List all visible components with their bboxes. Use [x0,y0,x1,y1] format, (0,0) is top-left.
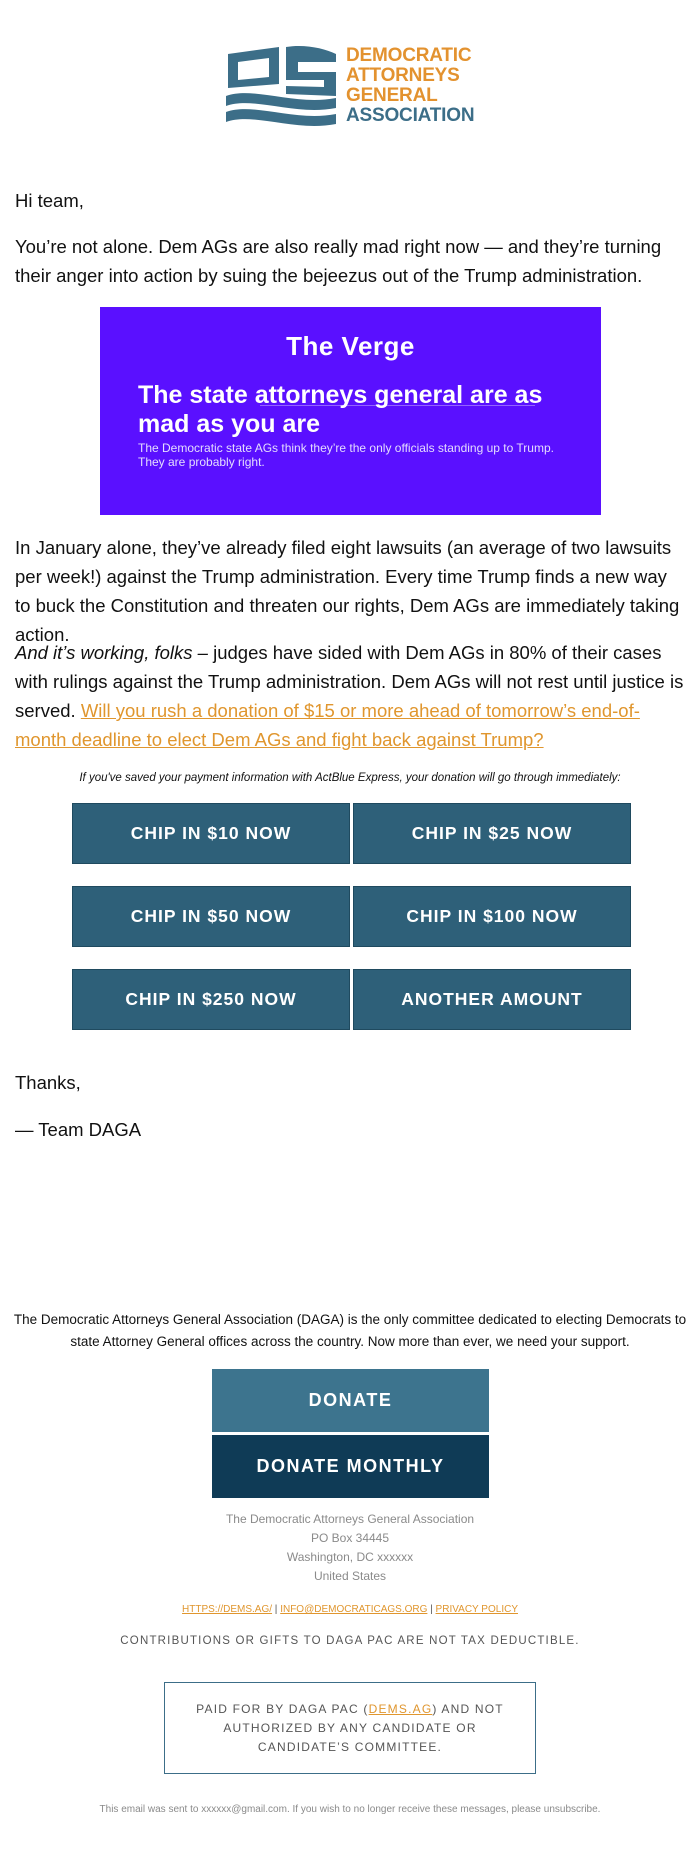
paid-for-disclaimer [164,1682,536,1774]
tax-disclaimer: CONTRIBUTIONS OR GIFTS TO DAGA PAC ARE NOT TAX DEDUCTIBLE. [120,1635,580,1647]
dems-ag-link[interactable]: DEMS.AG [368,1701,433,1716]
paragraph-3 [15,638,687,754]
chip-in-50-button[interactable]: CHIP IN $50 NOW [72,886,350,947]
privacy-policy-link[interactable]: PRIVACY POLICY [435,1604,518,1615]
address-line: PO Box 34445 [310,1531,390,1545]
daga-logo-icon [224,44,339,130]
thanks-text: Thanks, [15,1072,81,1093]
donation-ask-link[interactable]: Will you rush a donation of $15 or more ahead of tomorrow’s end-of-month deadline to elect Dem AGs and fight back against Trump? [15,700,640,750]
daga-logo[interactable] [224,44,484,134]
chip-in-250-button[interactable]: CHIP IN $250 NOW [72,969,350,1030]
unsubscribe-note: This email was sent to xxxxxx@gmail.com. If you wish to no longer receive these messages, please unsubscribe. [99,1804,601,1815]
verge-subhead: The Democratic state AGs think they’re the only officials standing up to Trump. They are probably right. [138,441,554,469]
logo-line-3: GENERAL [346,85,438,106]
address-line: The Democratic Attorneys General Association [225,1512,475,1526]
logo-line-2: ATTORNEYS [346,65,460,86]
logo-wordmark [346,46,474,126]
link-separator: | [427,1604,436,1615]
verge-article-image[interactable] [100,307,601,515]
address-line: United States [313,1569,387,1583]
footer-links [0,1604,700,1615]
paid-for-text-end: ) AND NOT AUTHORIZED BY ANY CANDIDATE OR CANDIDATE’S COMMITTEE. [223,1701,504,1754]
paid-for-text: PAID FOR BY DAGA PAC ( [196,1701,369,1716]
verge-headline: The state attorneys general are as mad as you are [138,381,543,438]
paragraph-3-emphasis: And it’s working, folks – [15,642,208,663]
website-link[interactable]: HTTPS://DEMS.AG/ [182,1604,273,1615]
chip-in-100-button[interactable]: CHIP IN $100 NOW [353,886,631,947]
greeting: Hi team, [15,190,84,211]
footer-description: The Democratic Attorneys General Association (DAGA) is the only committee dedicated to electing Democrats to state Attorney General offices across the country. Now more than ever, we need your support. [13,1312,687,1349]
mailing-address [0,1510,700,1586]
donate-button[interactable]: DONATE [212,1369,489,1432]
signoff-text: — Team DAGA [15,1119,142,1140]
actblue-express-note: If you've saved your payment information with ActBlue Express, your donation will go through immediately: [79,772,621,784]
email-link[interactable]: INFO@DEMOCRATICAGS.ORG [280,1604,428,1615]
donate-monthly-button[interactable]: DONATE MONTHLY [212,1435,489,1498]
chip-in-10-button[interactable]: CHIP IN $10 NOW [72,803,350,864]
paragraph-1: You’re not alone. Dem AGs are also really mad right now — and they’re turning their anger into action by suing the bejeezus out of the Trump administration. [15,236,662,286]
paragraph-3-text: judges have sided with Dem AGs in 80% of their cases with rulings against the Trump administration. Dem AGs will not rest until justice is served. [15,642,684,721]
chip-in-25-button[interactable]: CHIP IN $25 NOW [353,803,631,864]
verge-logo: The Verge [286,331,415,361]
another-amount-button[interactable]: ANOTHER AMOUNT [353,969,631,1030]
paragraph-2: In January alone, they’ve already filed eight lawsuits (an average of two lawsuits per week!) against the Trump administration. Every time Trump finds a new way to buck the Constitution and threaten our rights, Dem AGs are immediately taking action. [15,537,680,645]
address-line: Washington, DC xxxxxx [286,1550,414,1564]
logo-line-1: DEMOCRATIC [346,45,472,66]
link-separator: | [272,1604,281,1615]
logo-line-4: ASSOCIATION [346,105,475,126]
